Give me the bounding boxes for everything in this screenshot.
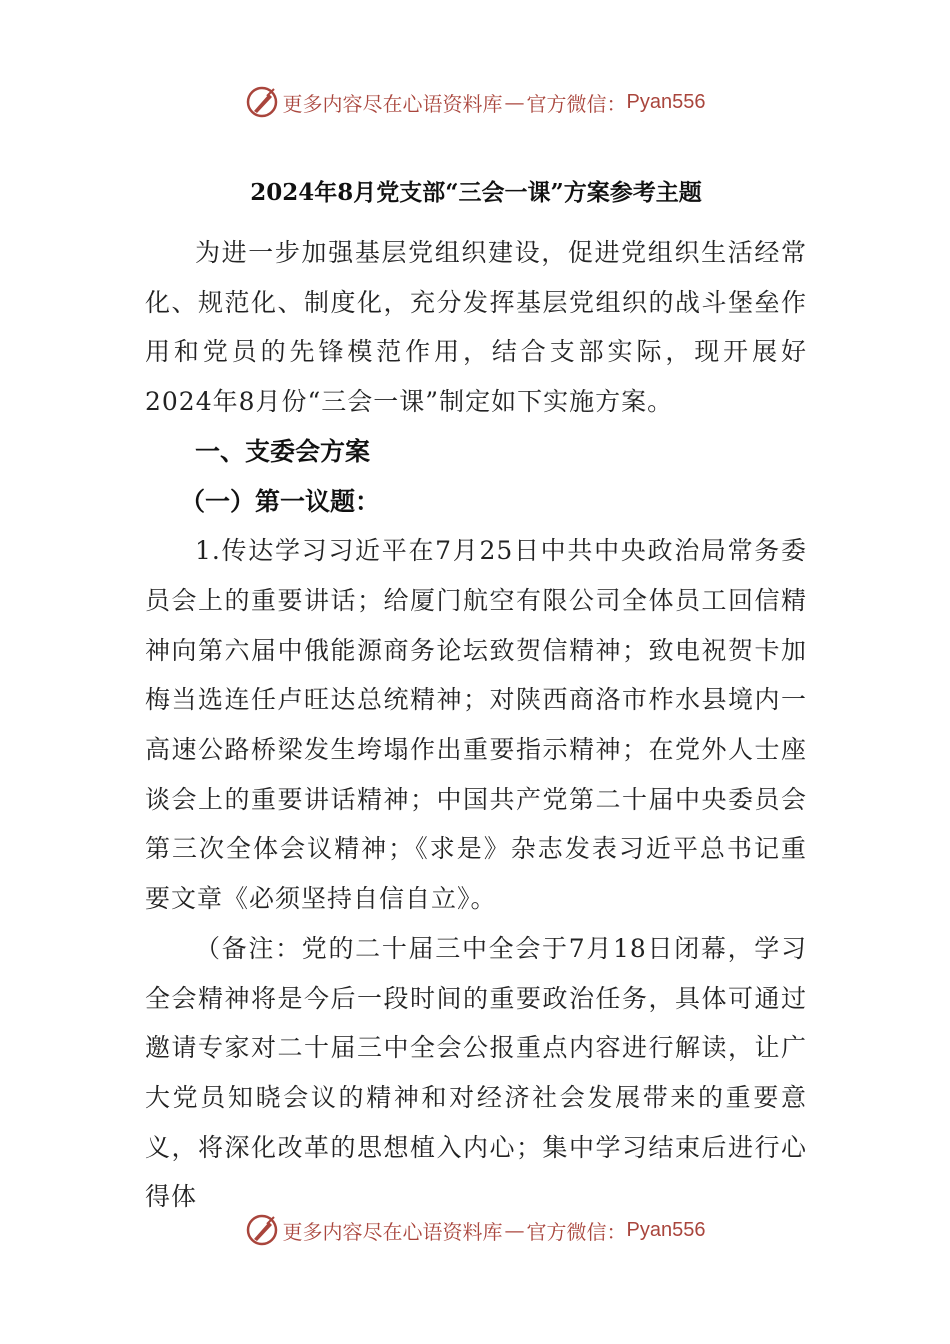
banner-wechat-label: 官方微信： <box>526 91 627 116</box>
item-paragraph: 1.传达学习习近平在7月25日中共中央政治局常务委员会上的重要讲话；给厦门航空有限公司全体员工回信精神向第六届中俄能源商务论坛致贺信精神；致电祝贺卡加梅当选连任卢旺达总统精神；对陕西商洛市柞水县境内一高速公路桥梁发生垮塌作出重要指示精神；在党外人士座谈会上的重要讲话精神；中国共产党第二十届中央委员会第三次全体会议精神；《求是》杂志发表习近平总书记重要文章《必须坚持自信自立》。 <box>145 536 807 914</box>
quill-pen-logo-icon <box>245 85 279 119</box>
footer-banner <box>0 1210 950 1250</box>
header-banner <box>0 82 950 122</box>
document-title: 2024年8月党支部“三会一课”方案参考主题 <box>250 179 702 206</box>
banner-wechat-label: 官方微信： <box>526 1219 627 1244</box>
banner-separator: — <box>504 90 525 114</box>
note-paragraph: （备注：党的二十届三中全会于7月18日闭幕，学习全会精神将是今后一段时间的重要政治任务，具体可通过邀请专家对二十届三中全会公报重点内容进行解读，让广大党员知晓会议的精神和对经济社会发展带来的重要意义，将深化改革的思想植入内心；集中学习结束后进行心得体 <box>145 933 807 1212</box>
banner-separator: — <box>504 1218 525 1242</box>
banner-text: 更多内容尽在心语资料库 <box>282 91 503 116</box>
intro-paragraph: 为进一步加强基层党组织建设，促进党组织生活经常化、规范化、制度化，充分发挥基层党组织的战斗堡垒作用和党员的先锋模范作用，结合支部实际，现开展好2024年8月份“三会一课”制定如下实施方案。 <box>145 238 807 417</box>
topic-heading: （一）第一议题： <box>180 486 381 516</box>
document-body <box>145 168 807 1222</box>
banner-text: 更多内容尽在心语资料库 <box>282 1219 503 1244</box>
quill-pen-logo-icon <box>245 1213 279 1247</box>
banner-wechat-id: Pyan556 <box>626 90 706 113</box>
banner-wechat-id: Pyan556 <box>626 1218 706 1241</box>
section-heading: 一、支委会方案 <box>195 436 371 466</box>
